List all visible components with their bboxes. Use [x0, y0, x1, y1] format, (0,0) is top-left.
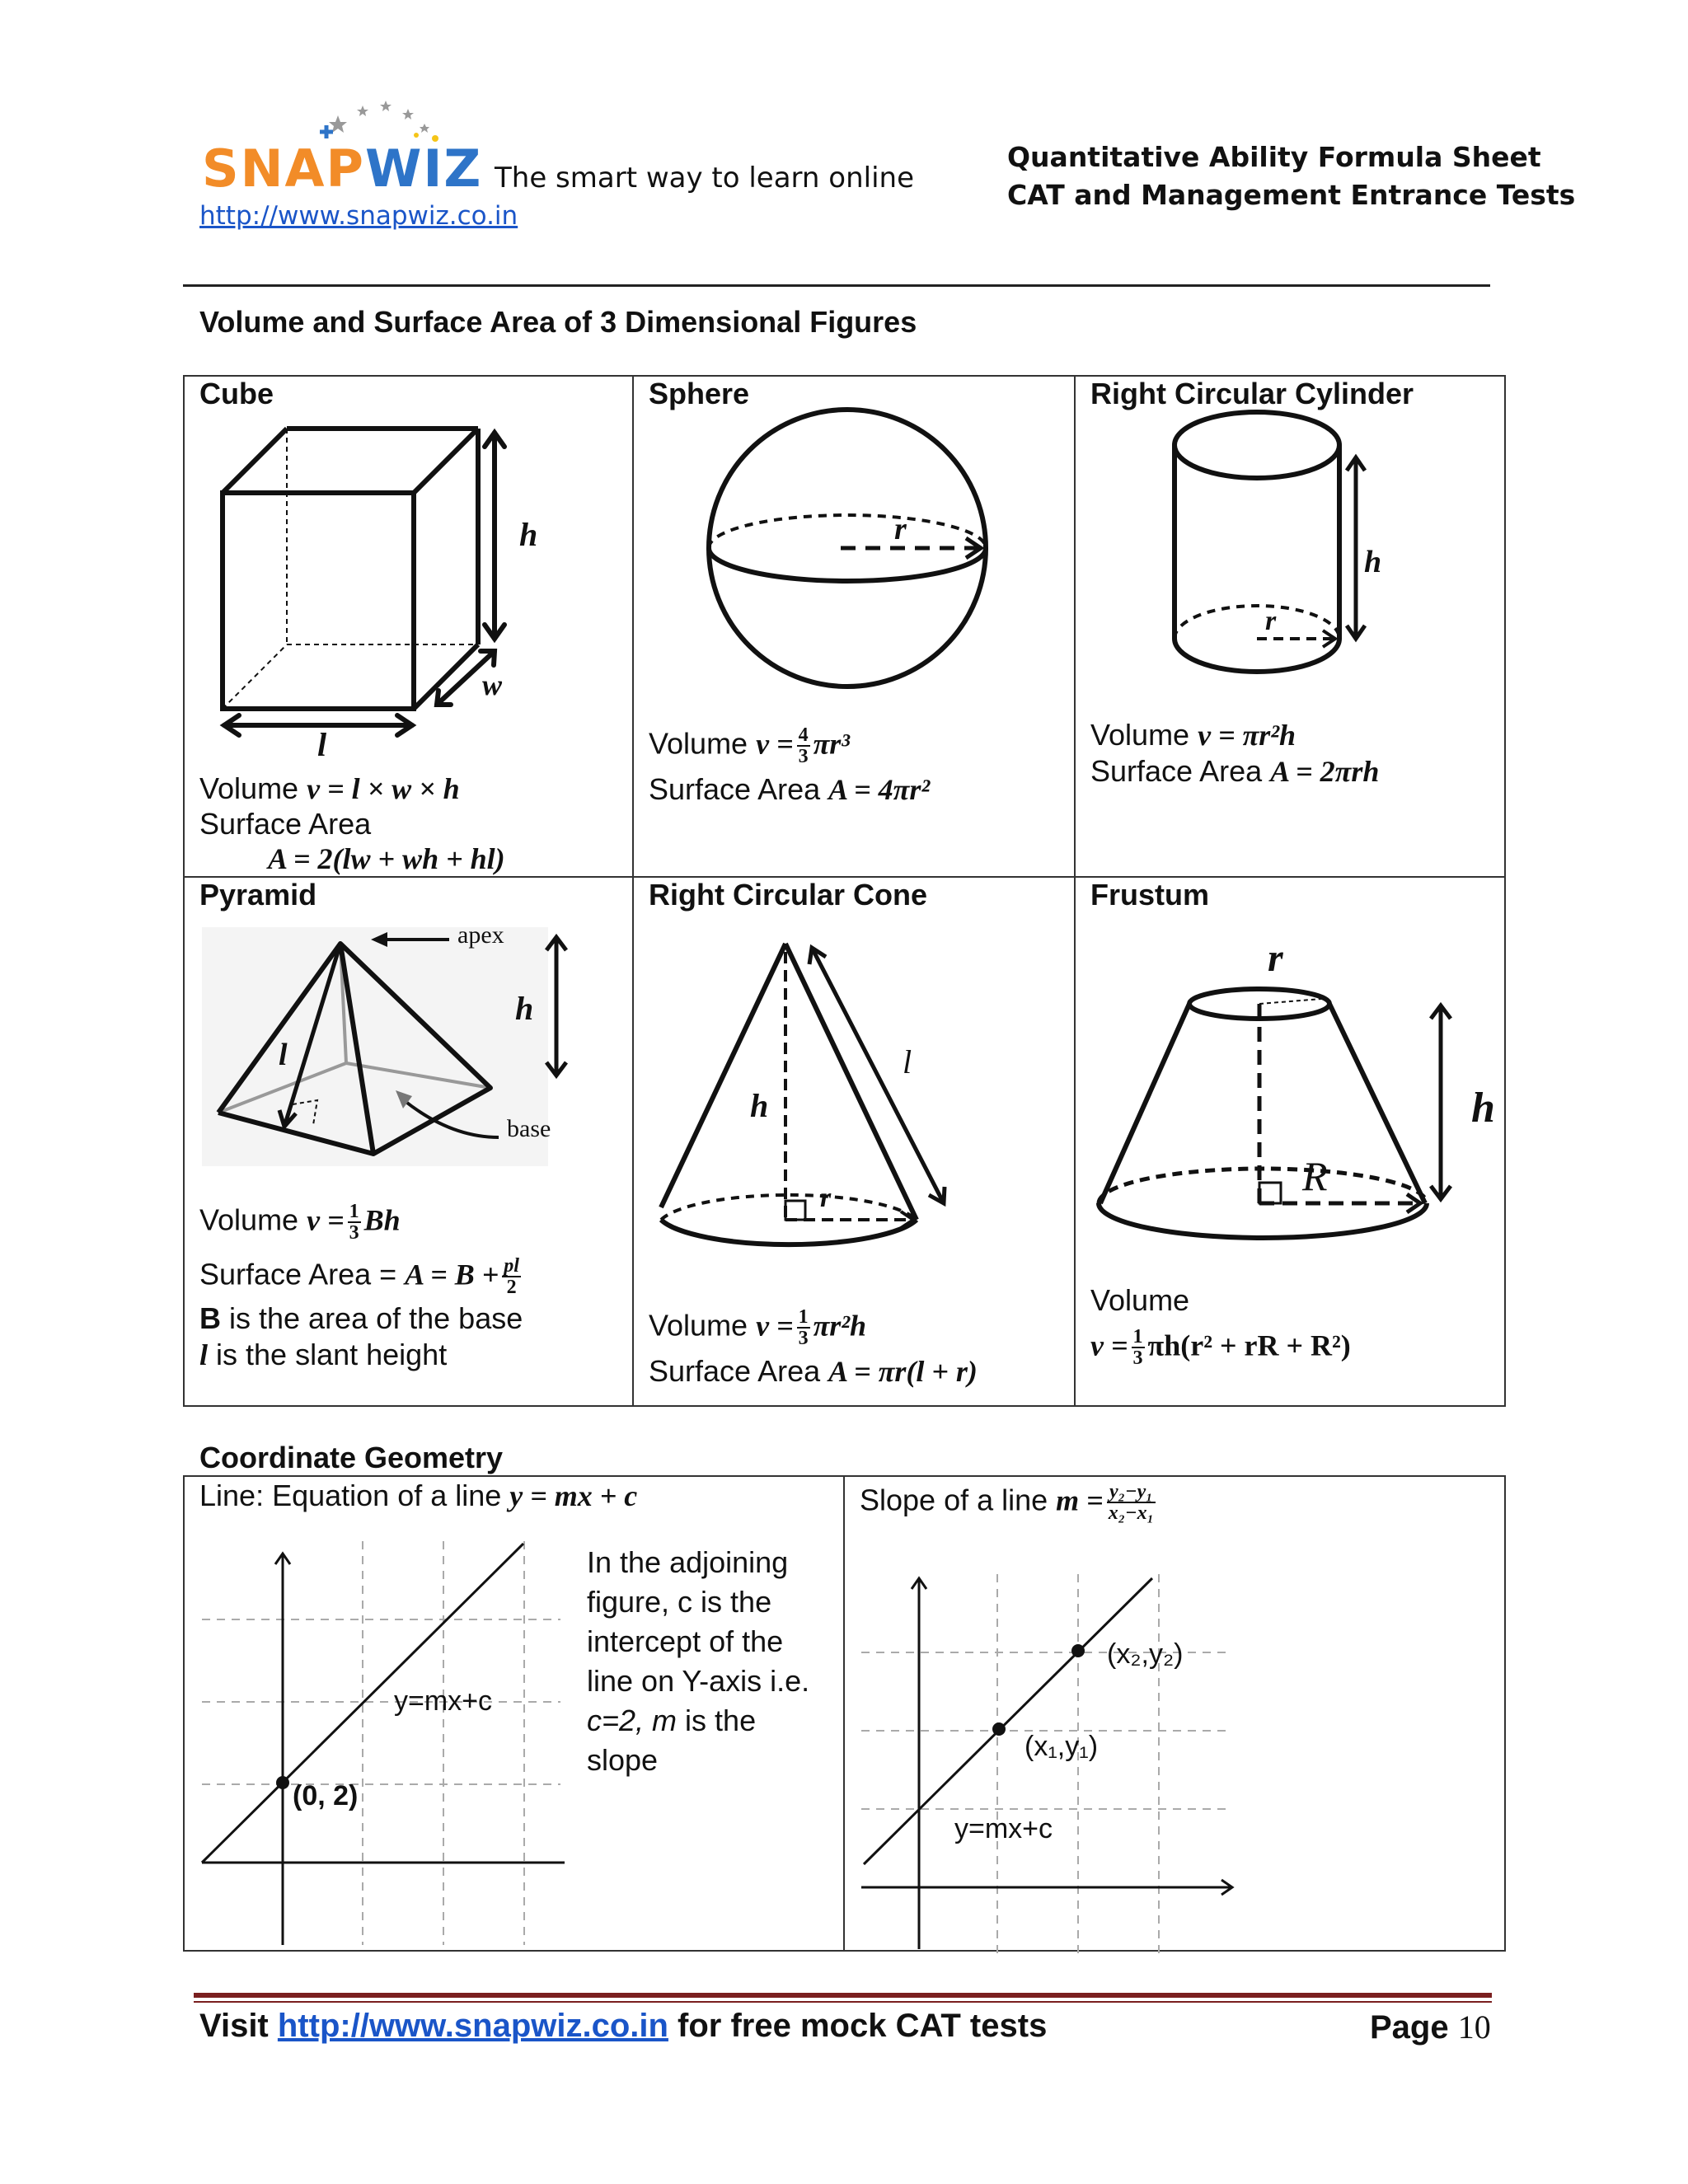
sphere-label-r: r: [894, 512, 907, 546]
footer-rest: for free mock CAT tests: [668, 2008, 1048, 2044]
explain-line: line on Y-axis i.e.: [587, 1664, 810, 1698]
frac-num: 1: [349, 1201, 359, 1222]
cone-volume-rhs: πr²h: [813, 1309, 867, 1343]
slope-point-2: (x₂,y₂): [1107, 1638, 1184, 1670]
frac-num: 4: [798, 724, 809, 746]
pyramid-surface: [199, 1256, 524, 1297]
cylinder-label-h: h: [1364, 545, 1382, 579]
cylinder-surface: [1090, 753, 1379, 790]
cube-surface-label: Surface Area: [199, 807, 372, 841]
table-divider: [632, 375, 634, 1407]
explain-line: slope: [587, 1743, 659, 1777]
pyramid-title: Pyramid: [199, 878, 317, 912]
line-graph: [198, 1541, 569, 1945]
cone-volume-label: Volume: [649, 1308, 748, 1343]
logo-snap-text: SNAP: [202, 138, 365, 199]
pyramid-note-b-text: is the area of the base: [221, 1301, 523, 1335]
cone-label-r: r: [820, 1183, 832, 1213]
pyramid-volume-rhs: Bh: [363, 1203, 401, 1237]
frustum-label-R: R: [1302, 1153, 1328, 1199]
sphere-surface: [649, 771, 930, 808]
tagline: The smart way to learn online: [495, 162, 914, 194]
sphere-surface-label: Surface Area: [649, 772, 821, 806]
cone-diagram: [651, 935, 964, 1265]
cylinder-volume-formula: v = πr²h: [1198, 719, 1296, 752]
slope-heading: [860, 1482, 1159, 1523]
cube-label-l: l: [317, 726, 327, 763]
cone-surface-formula: A = πr(l + r): [828, 1355, 978, 1388]
table-divider: [843, 1475, 845, 1952]
pyramid-note-b: [199, 1301, 523, 1337]
line-graph-equation: y=mx+c: [394, 1685, 493, 1717]
sphere-volume: [649, 725, 850, 766]
line-heading: [199, 1478, 637, 1514]
page-number: 10: [1457, 2008, 1491, 2046]
sheet-title: Quantitative Ability Formula Sheet: [1007, 141, 1541, 173]
slope-heading-lhs: m =: [1056, 1483, 1104, 1517]
pyramid-volume: [199, 1202, 401, 1243]
cone-volume-fraction: [797, 1307, 810, 1348]
pyramid-surface-fraction: [502, 1256, 521, 1297]
cylinder-surface-label: Surface Area: [1090, 754, 1263, 788]
frustum-volume-rhs: πh(r² + rR + R²): [1147, 1329, 1351, 1362]
slope-graph: [857, 1574, 1245, 1953]
sphere-title: Sphere: [649, 377, 750, 410]
pyramid-surface-lhs: A = B +: [405, 1258, 499, 1291]
frustum-diagram: [1092, 981, 1455, 1244]
explain-italic: c=2, m: [587, 1704, 678, 1737]
cone-title: Right Circular Cone: [649, 878, 928, 912]
section-title-coordinate: Coordinate Geometry: [199, 1441, 504, 1474]
footer-visit: Visit: [199, 2008, 278, 2044]
frustum-volume-label: Volume: [1090, 1283, 1190, 1317]
cylinder-volume: [1090, 717, 1296, 753]
sphere-surface-formula: A = 4πr²: [828, 773, 931, 806]
cone-volume-lhs: v =: [756, 1309, 794, 1343]
sphere-diagram: [701, 412, 997, 692]
cube-volume-formula: v = l × w × h: [307, 772, 460, 805]
table-divider: [1074, 375, 1076, 1407]
frac-den: 3: [798, 746, 809, 767]
sphere-volume-lhs: v =: [756, 727, 794, 761]
sphere-volume-label: Volume: [649, 726, 748, 761]
explain-line: figure, c is the: [587, 1585, 772, 1619]
cube-volume: [199, 771, 460, 807]
cone-label-l: l: [903, 1043, 912, 1080]
explain-line: In the adjoining: [587, 1545, 789, 1579]
site-link[interactable]: http://www.snapwiz.co.in: [199, 201, 518, 231]
cube-label-h: h: [519, 516, 538, 553]
section-title-3d: Volume and Surface Area of 3 Dimensional Figures: [199, 305, 917, 339]
cone-surface: [649, 1353, 978, 1390]
cylinder-title: Right Circular Cylinder: [1090, 377, 1414, 410]
slope-fraction: [1107, 1482, 1156, 1523]
pyramid-note-l: [199, 1337, 447, 1373]
sheet-heading: [1007, 138, 1575, 214]
explain-line: intercept of the: [587, 1624, 784, 1658]
cylinder-volume-label: Volume: [1090, 718, 1190, 752]
slope-graph-equation: y=mx+c: [954, 1813, 1053, 1844]
explain-text: is the: [677, 1704, 757, 1737]
frustum-title: Frustum: [1090, 878, 1209, 912]
cube-volume-label: Volume: [199, 771, 299, 805]
frustum-volume: [1090, 1327, 1351, 1368]
pyramid-volume-lhs: v =: [307, 1203, 345, 1237]
frac-num: 1: [798, 1306, 809, 1328]
frustum-volume-fraction: [1132, 1327, 1145, 1368]
line-explanation: [587, 1543, 809, 1780]
cube-label-w: w: [482, 668, 503, 701]
pyramid-volume-label: Volume: [199, 1202, 299, 1237]
pyramid-label-base: base: [507, 1115, 551, 1142]
pyramid-label-h: h: [515, 990, 534, 1027]
frac-den: 2: [506, 1277, 517, 1298]
footer-text: [199, 2008, 1047, 2045]
pyramid-note-b-symbol: B: [199, 1301, 221, 1335]
header-divider: [183, 284, 1490, 287]
cube-surface-formula: A = 2(lw + wh + hl): [268, 842, 505, 875]
logo-wiz-text: WIZ: [364, 138, 483, 199]
line-heading-formula: y = mx + c: [509, 1479, 638, 1512]
cube-title: Cube: [199, 377, 274, 410]
cone-volume: [649, 1307, 866, 1348]
slope-heading-text: Slope of a line: [860, 1483, 1057, 1517]
frac-den: 3: [798, 1328, 809, 1349]
cylinder-surface-formula: A = 2πrh: [1270, 755, 1380, 788]
frustum-volume-lhs: v =: [1090, 1329, 1128, 1362]
pyramid-note-l-symbol: l: [199, 1338, 209, 1371]
cone-label-h: h: [750, 1087, 769, 1124]
footer-link[interactable]: http://www.snapwiz.co.in: [277, 2008, 668, 2044]
frac-num: pl: [504, 1255, 519, 1277]
pyramid-surface-label: Surface Area =: [199, 1257, 397, 1291]
footer-divider: [194, 2001, 1492, 2003]
frustum-label-h: h: [1471, 1085, 1495, 1132]
slope-point-1: (x₁,y₁): [1025, 1731, 1099, 1762]
cylinder-label-r: r: [1265, 606, 1277, 636]
line-graph-intercept: (0, 2): [293, 1780, 359, 1811]
frac-num: 1: [1132, 1326, 1143, 1347]
frustum-label-r: r: [1268, 936, 1283, 980]
frac-num: y₂−y₁: [1107, 1482, 1156, 1503]
frac-den: 3: [1132, 1347, 1143, 1369]
pyramid-label-l: l: [279, 1038, 288, 1072]
sphere-volume-fraction: [797, 725, 810, 766]
footer-divider: [194, 1993, 1492, 1998]
frac-den: 3: [349, 1222, 359, 1244]
line-heading-text: Line: Equation of a line: [199, 1479, 510, 1512]
page-indicator: [1370, 2008, 1491, 2046]
explain-line: [587, 1701, 809, 1741]
sphere-volume-rhs: πr³: [813, 727, 851, 761]
cone-surface-label: Surface Area: [649, 1354, 821, 1388]
pyramid-label-apex: apex: [457, 921, 504, 949]
frac-den: x₂−x₁: [1108, 1502, 1154, 1524]
pyramid-note-l-text: is the slant height: [208, 1338, 448, 1371]
sheet-subtitle: CAT and Management Entrance Tests: [1007, 179, 1576, 211]
cube-diagram: [206, 420, 519, 766]
cylinder-diagram: [1170, 408, 1385, 680]
page-label: Page: [1370, 2009, 1449, 2046]
pyramid-volume-fraction: [348, 1202, 361, 1243]
brand-logo[interactable]: [202, 138, 482, 199]
